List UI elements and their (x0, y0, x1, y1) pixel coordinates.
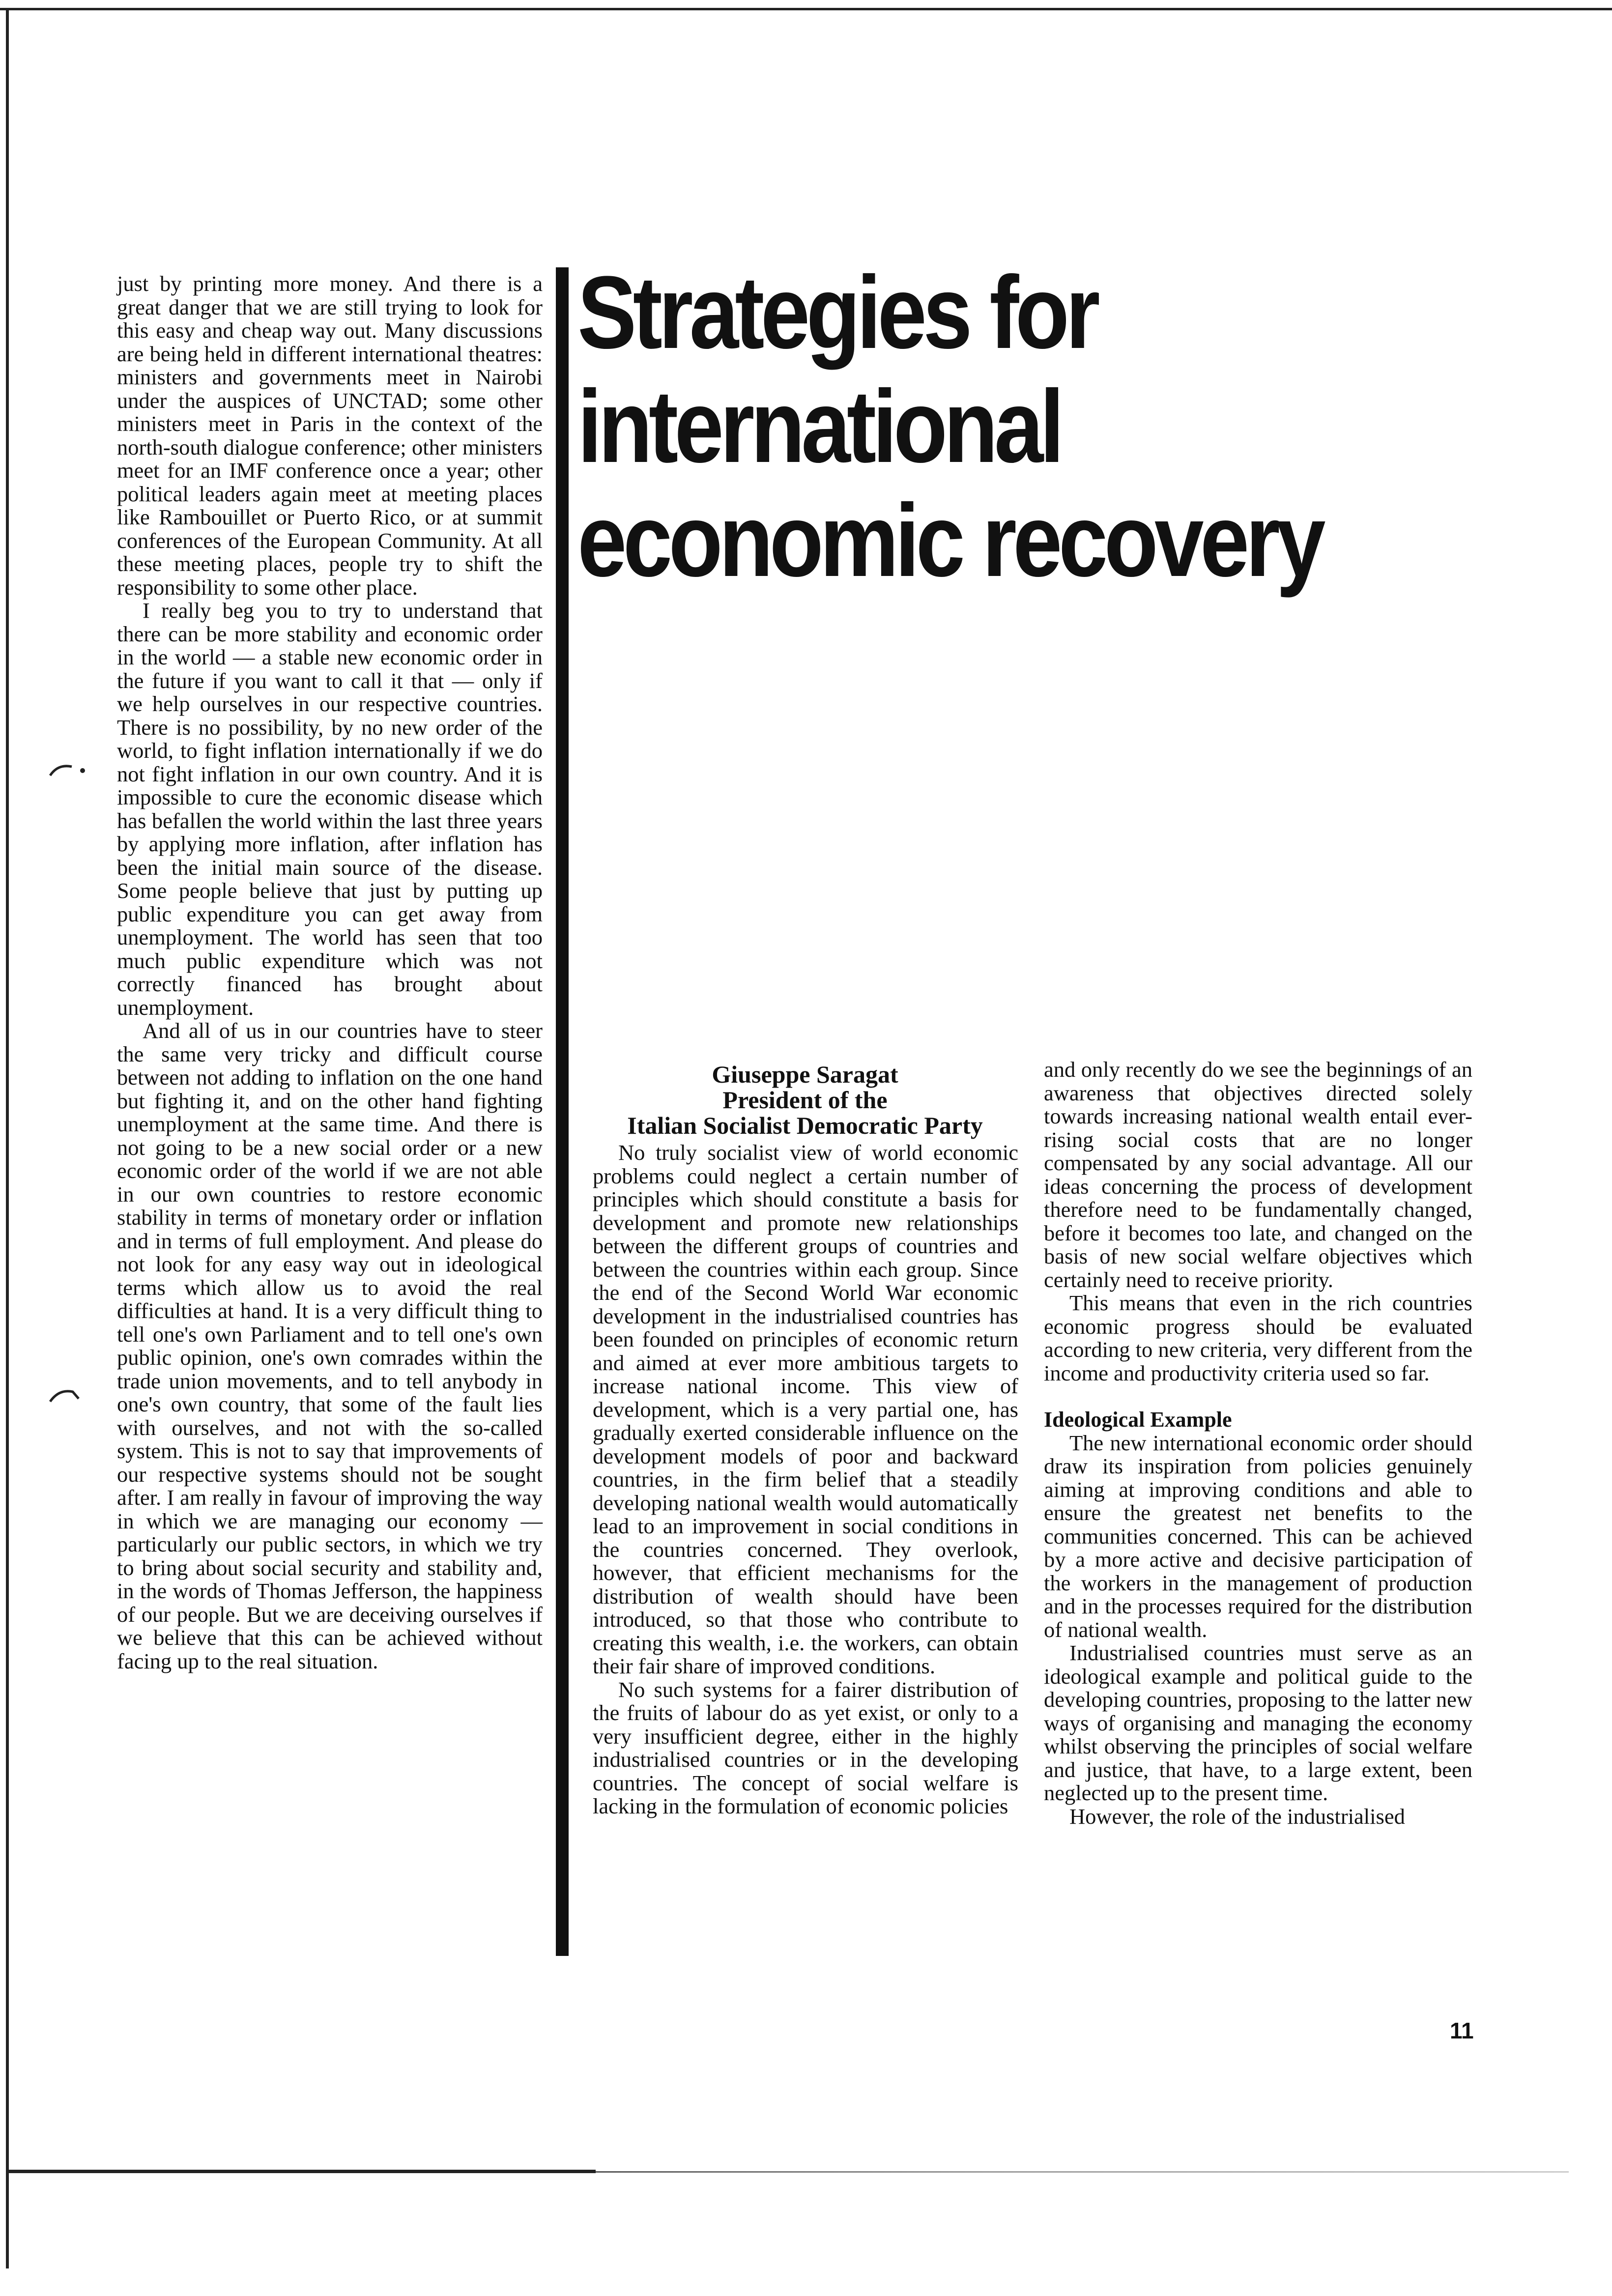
author-name: Giuseppe Saragat (712, 1061, 898, 1088)
scan-frame-bottom-line (6, 2170, 596, 2173)
headline-line: economic recovery (577, 483, 1322, 598)
scan-frame-bottom-faint-line (596, 2171, 1569, 2173)
page-number: 11 (1450, 2018, 1474, 2043)
scan-frame-left-line (6, 8, 9, 2268)
paragraph: Industrialised countries must serve as an ideological example and political guide to the developing countries, proposing to the latter new ways of organising and managing the economy whilst observing the principles of social welfare and justice, that have, to a large extent, been neglected up to the present time. (1044, 1640, 1472, 1805)
article-headline (577, 256, 1465, 598)
author-organization: Italian Socialist Democratic Party (627, 1112, 983, 1139)
paragraph: And all of us in our countries have to steer the same very tricky and difficult course between not adding to inflation on the one hand but fighting it, and on the other hand fighting unemployment at the same time. And there is not going to be a new social order or a new economic order of the world if we are not able in our own countries to restore economic stability in terms of monetary order or inflation and in terms of full employment. And please do not look for any easy way out in ideological terms which allow us to avoid the real difficulties at hand. It is a very difficult thing to tell one's own Parliament and to tell one's own public opinion, one's own comrades within the trade union movements, and to tell anybody in one's own country, that some of the fault lies with ourselves, and not with the so-called system. This is not to say that improvements of our respective systems should not be sought after. I am really in favour of improving the way in which we are managing our economy — particularly our public sectors, in which we try to bring about social security and stability and, in the words of Thomas Jefferson, the happiness of our people. But we are deceiving ourselves if we believe that this can be achieved without facing up to the real situation. (117, 1018, 543, 1673)
vertical-rule (556, 267, 569, 1956)
margin-pen-mark (48, 757, 92, 781)
left-text-column (117, 272, 543, 1673)
scan-frame-top-line (0, 8, 1612, 10)
author-byline (593, 1062, 1017, 1138)
margin-pen-mark (48, 1384, 92, 1408)
paragraph: No truly socialist view of world economic problems could neglect a certain number of principles which should constitute a basis for development and promote new relationships between the different groups of countries and between the countries within each group. Since the end of the Second World War economic development in the industrialised countries has been founded on principles of economic return and aimed at ever more ambitious targets to increase national income. This view of development, which is a very partial one, has gradually exerted considerable influence on the development models of poor and backward countries, in the firm belief that a steadily developing national wealth would automatically lead to an improvement in social conditions in the countries concerned. They overlook, however, that efficient mechanisms for the distribution of wealth should have been introduced, so that those who contribute to creating this wealth, i.e. the workers, can obtain their fair share of improved conditions. (593, 1140, 1018, 1678)
headline-line: international (577, 369, 1061, 484)
paragraph: No such systems for a fairer distribution of the fruits of labour do as yet exist, or only to a very insufficient degree, either in the highly industrialised countries or in the developing countries. The concept of social welfare is lacking in the formulation of economic policies (593, 1677, 1018, 1818)
paragraph: The new international economic order should draw its inspiration from policies genuinely aiming at improving conditions and able to ensure the greatest net benefits to the communities concerned. This can be achieved by a more active and decisive participation of the workers in the management of production and in the processes required for the distribution of national wealth. (1044, 1430, 1472, 1642)
section-subheading: Ideological Example (1044, 1407, 1232, 1432)
middle-text-column (593, 1141, 1018, 1818)
right-text-column (1044, 1058, 1472, 1828)
paragraph: and only recently do we see the beginnings of an awareness that objectives directed solely towards increasing national wealth entail ever-rising social costs that are no longer compensated by any social advantage. All our ideas concerning the process of development therefore need to be fundamentally changed, before it becomes too late, and changed on the basis of new social welfare objectives which certainly need to receive priority. (1044, 1057, 1472, 1292)
paragraph: This means that even in the rich countries economic progress should be evaluated according to new criteria, very different from the income and productivity criteria used so far. (1044, 1291, 1472, 1385)
headline-line: Strategies for (577, 255, 1096, 370)
author-title: President of the (722, 1086, 888, 1114)
paragraph: just by printing more money. And there is a great danger that we are still trying to look for this easy and cheap way out. Many discussions are being held in different international theatres: ministers and governments meet in Nairobi under the auspices of UNCTAD; some other ministers meet in Paris in the context of the north-south dialogue conference; other ministers meet for an IMF conference once a year; other political leaders again meet at meeting places like Rambouillet or Puerto Rico, or at summit conferences of the European Community. At all these meeting places, people try to shift the responsibility to some other place. (117, 271, 543, 600)
paragraph: However, the role of the industrialised (1069, 1804, 1405, 1829)
paragraph: I really beg you to try to understand that there can be more stability and economic order in the world — a stable new economic order in the future if you want to call it that — only if we help ourselves in our respective countries. There is no possibility, by no new order of the world, to fight inflation internationally if we do not fight inflation in our own country. And it is impossible to cure the economic disease which has befallen the world within the last three years by applying more inflation, after inflation has been the initial main source of the disease. Some people believe that just by putting up public expenditure you can get away from unemployment. The world has seen that too much public expenditure which was not correctly financed has brought about unemployment. (117, 598, 543, 1020)
